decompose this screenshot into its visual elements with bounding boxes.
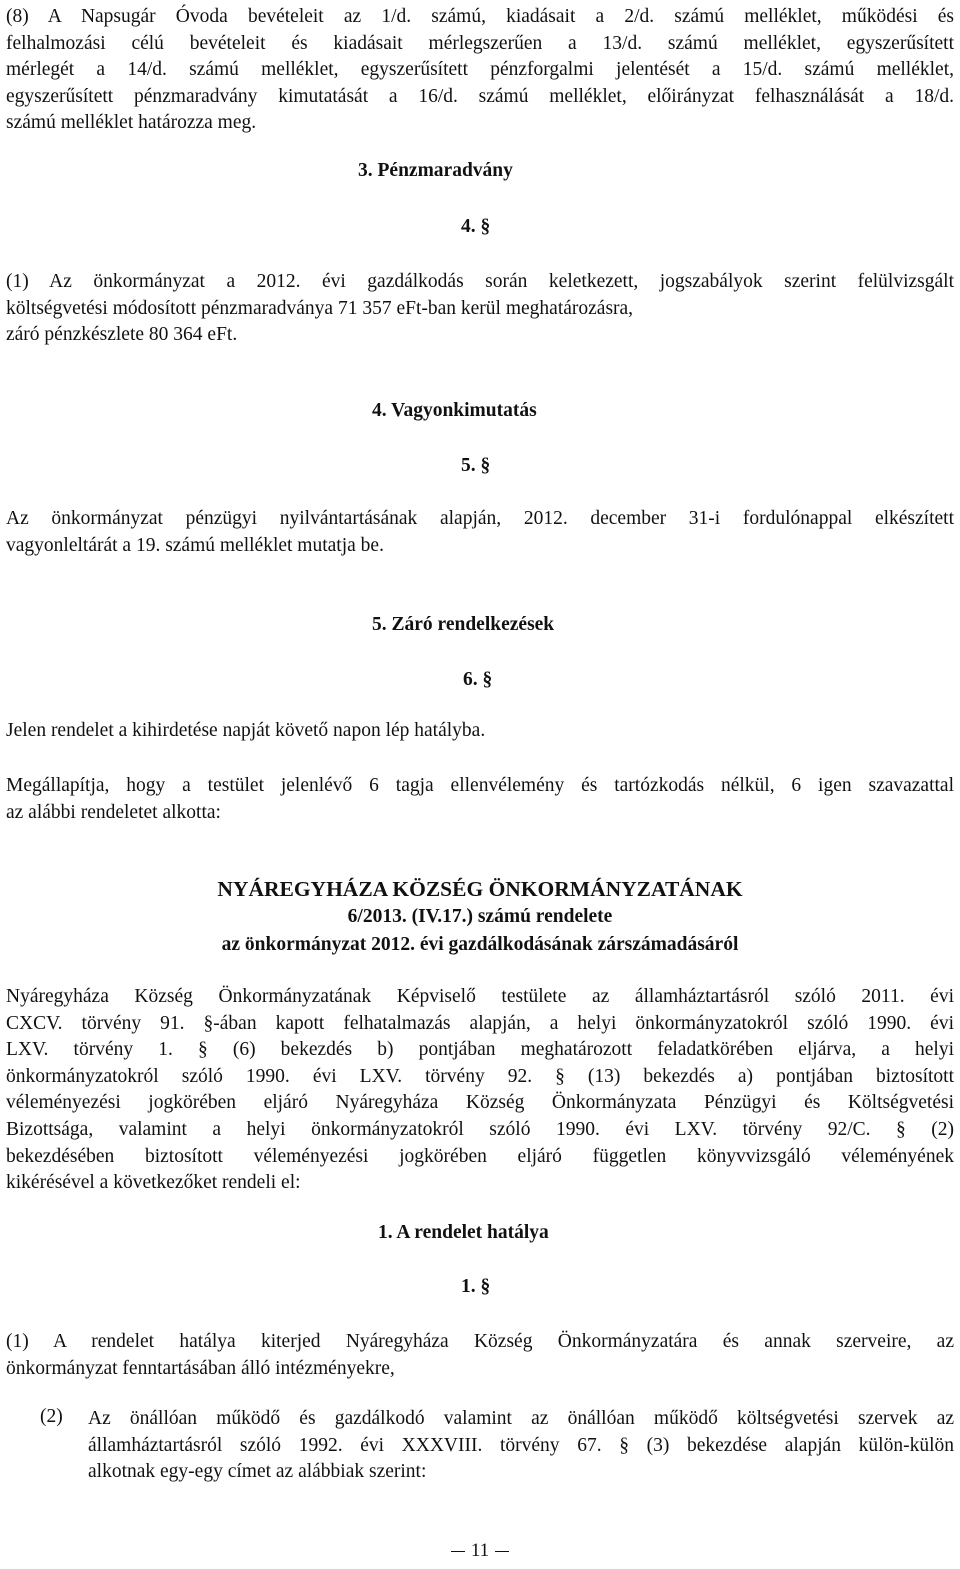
text-line: Megállapítja, hogy a testület jelenlévő 6 tagja ellenvélemény és tartózkodás nélkül, 6 igen szavazattal <box>6 775 954 796</box>
text-line: bekezdésében biztosított véleményezési jogkörében eljáró független könyvvizsgáló véleményének <box>6 1145 954 1167</box>
paragraph-number: 1. § <box>461 1276 491 1297</box>
text-line: egyszerűsített pénzmaradvány kimutatását a 16/d. számú melléklet, előirányzat felhasználását a 18/d. <box>6 85 954 107</box>
section-heading-rendelet-hatalya: 1. A rendelet hatálya <box>378 1222 549 1243</box>
text-line: önkormányzat fenntartásában álló intézményekre, <box>6 1357 395 1379</box>
decree-title-line: 6/2013. (IV.17.) számú rendelete <box>347 906 613 927</box>
text-line: (1) A rendelet hatálya kiterjed Nyáregyháza Község Önkormányzatára és annak szerveire, az <box>6 1331 954 1352</box>
text-line: költségvetési módosított pénzmaradványa 71 357 eFt-ban kerül meghatározásra, <box>6 297 634 319</box>
intro-paragraph <box>6 4 954 137</box>
text-line: véleményezési jogkörében eljáró Nyáregyháza Község Önkormányzata Pénzügyi és Költségvetési <box>6 1092 954 1114</box>
text-line: Nyáregyháza Község Önkormányzatának Képviselő testülete az államháztartásról szóló 2011. évi <box>6 986 954 1007</box>
section5-text: Jelen rendelet a kihirdetése napját követő napon lép hatályba. <box>6 720 486 741</box>
text-line: Bizottsága, valamint a helyi önkormányzatokról szóló 1990. évi LXV. törvény 92/C. § (2) <box>6 1118 954 1140</box>
list-number: (2) <box>40 1406 63 1427</box>
text-line: vagyonleltárát a 19. számú melléklet mutatja be. <box>6 534 384 556</box>
text-line: felhalmozási célú bevételeit és kiadásait mérlegszerűen a 13/d. számú melléklet, egyszerűsített <box>6 32 954 54</box>
text-line: az alábbi rendeletet alkotta: <box>6 801 221 823</box>
text-line: CXCV. törvény 91. §-ában kapott felhatalmazás alapján, a helyi önkormányzatokról szóló 1990. évi <box>6 1012 954 1034</box>
text-line: (1) Az önkormányzat a 2012. évi gazdálkodás során keletkezett, jogszabályok szerint felülvizsgált <box>6 271 954 292</box>
page-footer <box>6 1540 954 1562</box>
section-heading-zaro-rendelkezesek: 5. Záró rendelkezések <box>372 614 555 635</box>
text-line: (8) A Napsugár Óvoda bevételeit az 1/d. számú, kiadásait a 2/d. számú melléklet, működési és <box>6 6 954 27</box>
decree-title <box>6 875 954 959</box>
section3-paragraph <box>6 269 954 349</box>
text-line: záró pénzkészlete 80 364 eFt. <box>6 324 238 346</box>
text-line: önkormányzatokról szóló 1990. évi LXV. törvény 92. § (13) bekezdés a) pontjában biztosított <box>6 1065 954 1087</box>
text-line: számú melléklet határozza meg. <box>6 112 257 134</box>
text-line: Az önkormányzat pénzügyi nyilvántartásának alapján, 2012. december 31-i fordulónappal elkészített <box>6 508 954 529</box>
text-line: kikérésével a következőket rendeli el: <box>6 1172 301 1194</box>
text-line: Az önállóan működő és gazdálkodó valamint az önállóan működő költségvetési szervek az <box>88 1408 954 1429</box>
list-body <box>88 1406 954 1486</box>
section1-item1 <box>6 1329 954 1382</box>
text-line: államháztartásról szóló 1992. évi XXXVIII. törvény 67. § (3) bekezdése alapján külön-külön <box>88 1434 954 1456</box>
statement-paragraph <box>6 773 954 826</box>
paragraph-number: 4. § <box>461 216 491 237</box>
text-line: alkotnak egy-egy címet az alábbiak szerint: <box>88 1461 427 1483</box>
text-line: LXV. törvény 1. § (6) bekezdés b) pontjában meghatározott feladatkörében eljárva, a helyi <box>6 1039 954 1061</box>
preamble-paragraph <box>6 984 954 1197</box>
section-heading-vagyonkimutatas: 4. Vagyonkimutatás <box>372 400 537 421</box>
decree-title-line: az önkormányzat 2012. évi gazdálkodásának zárszámadásáról <box>221 934 739 955</box>
section-heading-penzmaradvany: 3. Pénzmaradvány <box>358 160 513 181</box>
footer-dash <box>495 1551 509 1552</box>
section4-paragraph <box>6 506 954 559</box>
paragraph-number: 5. § <box>461 455 491 476</box>
footer-dash <box>451 1551 465 1552</box>
page-number: 11 <box>470 1540 490 1561</box>
paragraph-number: 6. § <box>463 669 493 690</box>
decree-title-line: NYÁREGYHÁZA KÖZSÉG ÖNKORMÁNYZATÁNAK <box>217 877 743 901</box>
text-line: mérlegét a 14/d. számú melléklet, egyszerűsített pénzforgalmi jelentését a 15/d. számú melléklet, <box>6 59 954 81</box>
